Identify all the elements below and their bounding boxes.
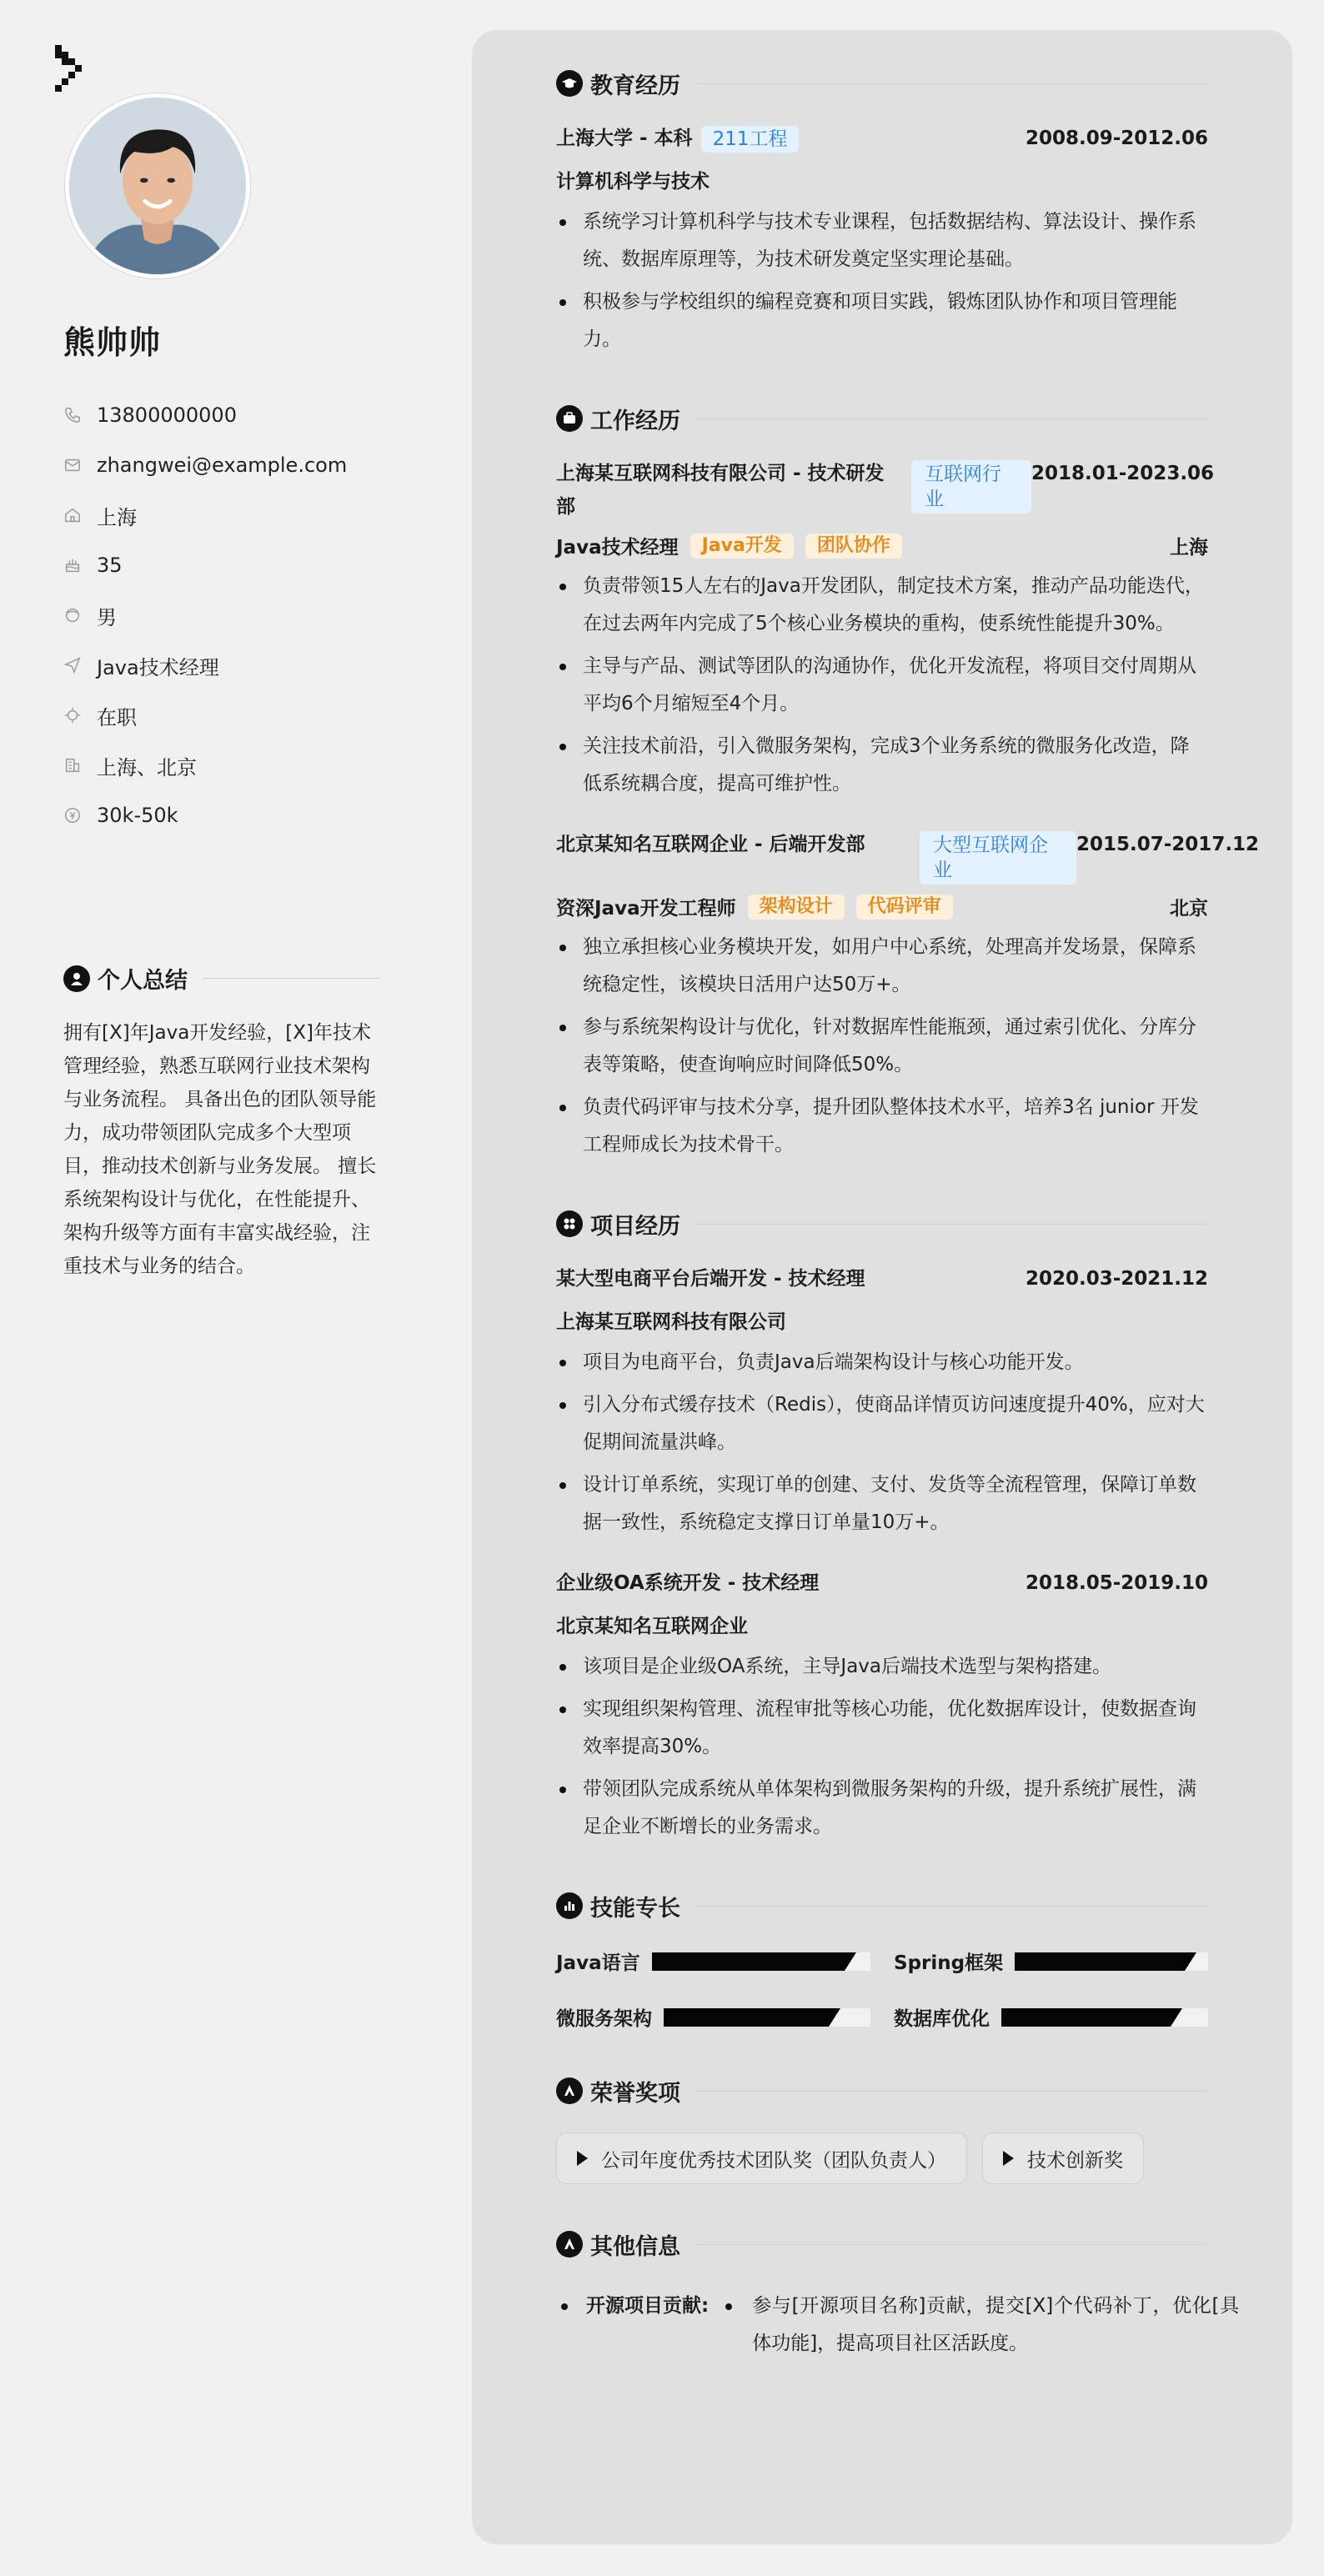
award-icon	[556, 2231, 583, 2258]
list-item: 该项目是企业级OA系统，主导Java后端技术选型与架构搭建。	[556, 1648, 1208, 1686]
role-line	[556, 893, 953, 920]
list-item: 实现组织架构管理、流程审批等核心功能，优化数据库设计，使数据查询效率提高30%。	[556, 1691, 1208, 1766]
project-entry	[556, 1566, 1208, 1846]
phone-icon	[63, 406, 97, 424]
contact-position	[63, 640, 380, 690]
contact-status-text: 在职	[97, 705, 137, 729]
project-date: 2020.03-2021.12	[1025, 1268, 1208, 1290]
skill-item	[894, 2003, 1208, 2031]
contact-location-text: 上海	[97, 505, 137, 529]
work-date: 2018.01-2023.06	[1031, 463, 1215, 484]
project-company: 北京某知名互联网企业	[556, 1616, 748, 1637]
project-bullets	[556, 1344, 1208, 1541]
education-entry	[556, 122, 1208, 358]
work-bullets	[556, 929, 1208, 1164]
bar-chart-icon	[556, 1892, 583, 1919]
list-item: 主导与产品、测试等团队的沟通协作，优化开发流程，将项目交付周期从平均6个月缩短至4个月。	[556, 648, 1208, 723]
skill-bar	[1015, 1952, 1208, 1971]
industry-badge: 大型互联网企业	[920, 831, 1076, 885]
contact-status	[63, 690, 380, 740]
list-item: 参与系统架构设计与优化，针对数据库性能瓶颈，通过索引优化、分库分表等策略，使查询响应时间降低50%。	[556, 1009, 1208, 1084]
school-badge: 211工程	[701, 126, 800, 153]
play-icon	[1003, 2151, 1014, 2166]
divider	[695, 1224, 1208, 1225]
grid-icon	[556, 1210, 583, 1237]
education-bullets	[556, 203, 1208, 358]
main-content	[556, 67, 1260, 2406]
other-text: 参与[开源项目名称]贡献，提交[X]个代码补丁，优化[具体功能]，提高项目社区活跃度。	[752, 2295, 1240, 2354]
list-item: 带领团队完成系统从单体架构到微服务架构的升级，提升系统扩展性，满足企业不断增长的业务需求。	[556, 1771, 1208, 1846]
cake-icon	[63, 556, 97, 574]
education-title: 教育经历	[590, 73, 680, 99]
divider	[695, 2244, 1208, 2245]
work-title: 工作经历	[590, 408, 680, 434]
main-panel	[472, 30, 1292, 2544]
summary-text: 拥有[X]年Java开发经验，[X]年技术管理经验，熟悉互联网行业技术架构与业务流程。 具备出色的团队领导能力，成功带领团队完成多个大型项目，推动技术创新与业务发展。 擅长系统架构设计与优化，在性能提升、架构升级等方面有丰富实战经验，注重技术与业务的结合。	[63, 1022, 377, 1277]
other-section	[556, 2228, 1240, 2363]
list-item: 设计订单系统，实现订单的创建、支付、发货等全流程管理，保障订单数据一致性，系统稳定支撑日订单量10万+。	[556, 1466, 1208, 1541]
contact-email-text: zhangwei@example.com	[97, 454, 348, 477]
project-name: 企业级OA系统开发 - 技术经理	[556, 1572, 820, 1594]
skill-bar	[664, 2008, 870, 2027]
education-header	[556, 67, 1208, 100]
company-name: 北京某知名互联网企业 - 后端开发部	[556, 834, 865, 855]
work-header	[556, 402, 1208, 435]
list-item: 系统学习计算机科学与技术专业课程，包括数据结构、算法设计、操作系统、数据库原理等，为技术研发奠定坚实理论基础。	[556, 203, 1208, 278]
list-item: 引入分布式缓存技术（Redis），使商品详情页访问速度提升40%，应对大促期间流量洪峰。	[556, 1386, 1208, 1461]
award-item	[556, 2132, 967, 2184]
play-icon	[577, 2151, 588, 2166]
other-item	[556, 2288, 1240, 2363]
awards-section	[556, 2074, 1208, 2184]
skill-bar	[652, 1952, 870, 1971]
contact-list	[63, 390, 380, 840]
industry-badge: 互联网行业	[911, 460, 1031, 514]
other-text-wrap	[725, 2288, 1239, 2363]
skill-bar-fill	[652, 1952, 845, 1971]
other-header	[556, 2228, 1208, 2261]
avatar	[65, 93, 250, 278]
summary-header	[63, 962, 380, 995]
awards-list	[556, 2132, 1208, 2184]
company-name: 上海某互联网科技有限公司 - 技术研发部	[556, 463, 885, 518]
list-item: 项目为电商平台，负责Java后端架构设计与核心功能开发。	[556, 1344, 1208, 1381]
divider	[695, 1906, 1208, 1907]
project-bullets	[556, 1648, 1208, 1846]
skill-bar-fill	[1001, 2008, 1171, 2027]
other-label-wrap	[556, 2288, 709, 2363]
projects-header	[556, 1207, 1208, 1240]
contact-email	[63, 440, 380, 490]
skill-name: Java语言	[556, 1952, 640, 1974]
contact-age-text: 35	[97, 554, 123, 577]
building-icon	[63, 756, 97, 774]
contact-gender	[63, 590, 380, 640]
skill-bar	[1001, 2008, 1208, 2027]
mail-icon	[63, 456, 97, 474]
work-city: 北京	[1170, 898, 1208, 920]
skill-tag: 代码评审	[856, 895, 953, 920]
divider	[695, 418, 1208, 419]
divider	[203, 978, 380, 979]
other-label: 开源项目贡献:	[586, 2295, 710, 2317]
contact-position-text: Java技术经理	[97, 655, 219, 679]
work-bullets	[556, 568, 1208, 803]
project-company: 上海某互联网科技有限公司	[556, 1311, 786, 1333]
school-name: 上海大学 - 本科	[556, 128, 693, 149]
contact-phone-text: 13800000000	[97, 403, 237, 427]
projects-title: 项目经历	[590, 1213, 680, 1240]
skills-header	[556, 1889, 1208, 1922]
skill-bar-fill	[1015, 1952, 1185, 1971]
contact-salary-text: 30k-50k	[97, 804, 178, 827]
award-icon	[556, 2077, 583, 2104]
contact-salary	[63, 790, 380, 840]
list-item: 独立承担核心业务模块开发，如用户中心系统，处理高并发场景，保障系统稳定性，该模块日活用户达50万+。	[556, 929, 1208, 1004]
skill-item	[894, 1947, 1208, 1975]
awards-header	[556, 2074, 1208, 2107]
skill-name: 数据库优化	[894, 2008, 990, 2030]
skill-item	[556, 2003, 870, 2031]
summary-section	[63, 962, 380, 1283]
contact-cities-text: 上海、北京	[97, 755, 197, 779]
role-title: Java技术经理	[556, 537, 679, 559]
contact-location	[63, 490, 380, 540]
role-title: 资深Java开发工程师	[556, 898, 736, 920]
education-section	[556, 67, 1208, 358]
gender-icon	[63, 606, 97, 624]
role-line	[556, 532, 902, 559]
skills-section	[556, 1889, 1208, 2031]
skill-tag: 团队协作	[805, 534, 902, 559]
home-icon	[63, 506, 97, 524]
award-item	[982, 2132, 1144, 2184]
contact-gender-text: 男	[97, 605, 117, 629]
project-date: 2018.05-2019.10	[1025, 1572, 1208, 1594]
skill-tag: Java开发	[690, 534, 794, 559]
skill-item	[556, 1947, 870, 1975]
education-date: 2008.09-2012.06	[1025, 128, 1208, 149]
work-entry	[556, 457, 1215, 803]
list-item: 关注技术前沿，引入微服务架构，完成3个业务系统的微服务化改造，降低系统耦合度，提高可维护性。	[556, 728, 1208, 803]
work-date: 2015.07-2017.12	[1076, 834, 1260, 855]
skills-title: 技能专长	[590, 1895, 680, 1922]
contact-age	[63, 540, 380, 590]
award-label: 公司年度优秀技术团队奖（团队负责人）	[601, 2149, 946, 2172]
projects-section	[556, 1207, 1208, 1846]
project-entry	[556, 1262, 1208, 1541]
skill-bar-fill	[664, 2008, 829, 2027]
contact-phone	[63, 390, 380, 440]
summary-title: 个人总结	[98, 968, 188, 994]
school-line	[556, 122, 799, 155]
work-city: 上海	[1170, 537, 1208, 559]
skill-name: Spring框架	[894, 1952, 1004, 1974]
list-item: 负责带领15人左右的Java开发团队，制定技术方案，推动产品功能迭代，在过去两年内完成了5个核心业务模块的重构，使系统性能提升30%。	[556, 568, 1208, 643]
logo-icon	[55, 45, 88, 98]
send-icon	[63, 656, 97, 674]
award-label: 技术创新奖	[1027, 2149, 1123, 2172]
skills-grid	[556, 1947, 1208, 2031]
salary-icon	[63, 806, 97, 824]
divider	[695, 83, 1208, 84]
briefcase-icon	[556, 405, 583, 432]
other-title: 其他信息	[590, 2233, 680, 2260]
list-item: 积极参与学校组织的编程竞赛和项目实践，锻炼团队协作和项目管理能力。	[556, 283, 1208, 358]
list-item: 负责代码评审与技术分享，提升团队整体技术水平，培养3名 junior 开发工程师成长为技术骨干。	[556, 1089, 1208, 1164]
user-icon	[63, 965, 90, 992]
project-name: 某大型电商平台后端开发 - 技术经理	[556, 1268, 865, 1290]
profile-name: 熊帅帅	[63, 324, 162, 361]
awards-title: 荣誉奖项	[590, 2080, 680, 2107]
work-entry	[556, 828, 1260, 1164]
contact-cities	[63, 740, 380, 790]
skill-name: 微服务架构	[556, 2008, 652, 2030]
education-major: 计算机科学与技术	[556, 171, 710, 193]
graduation-cap-icon	[556, 70, 583, 97]
skill-tag: 架构设计	[748, 895, 845, 920]
divider	[695, 2091, 1208, 2092]
status-icon	[63, 706, 97, 724]
work-section	[556, 402, 1260, 1164]
